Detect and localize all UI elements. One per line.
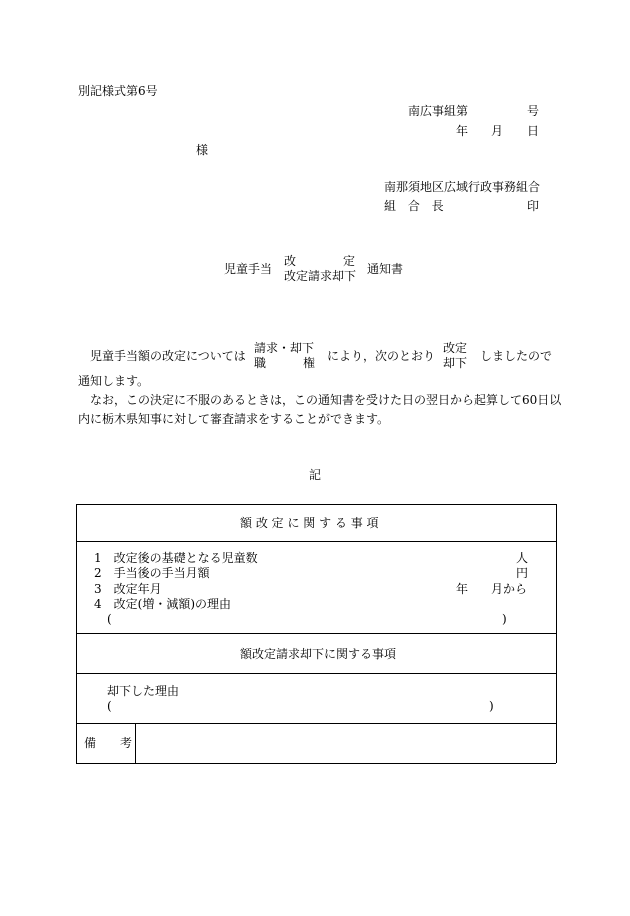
body-p1-end: しましたので <box>480 349 553 363</box>
form-id: 別記様式第6号 <box>78 84 158 98</box>
body-option1-top: 請求・却下 <box>254 341 315 355</box>
issuer-organization: 南那須地区広域行政事務組合 <box>384 180 541 194</box>
body-option2-top: 改定 <box>443 341 468 355</box>
item-revision-reason-label: 4 改定(増・減額)の理由 <box>94 597 231 611</box>
ki-heading: 記 <box>309 468 322 482</box>
reason-paren-close: ) <box>502 612 507 626</box>
title-option-top-left: 改 <box>284 254 297 268</box>
remarks-label: 備 考 <box>84 736 133 750</box>
body-option1-bottom-right: 権 <box>303 356 316 370</box>
addressee-honorific: 様 <box>196 143 209 157</box>
section2-header: 額改定請求却下に関する事項 <box>240 647 397 661</box>
item-monthly-amount-label: 2 手当後の手当月額 <box>94 566 210 580</box>
body-p1-line2: 通知します。 <box>78 374 150 388</box>
title-suffix: 通知書 <box>367 262 404 276</box>
item-child-count-unit: 人 <box>516 551 529 565</box>
body-option2-bottom: 却下 <box>443 356 468 370</box>
issuer-title: 組 合 長 <box>384 199 448 213</box>
reject-reason-label: 却下した理由 <box>107 684 180 698</box>
date-month-label: 月 <box>491 124 504 138</box>
reason-paren-open: ( <box>107 612 112 626</box>
title-option-bottom: 改定請求却下 <box>284 269 357 283</box>
date-year-label: 年 <box>456 124 469 138</box>
reject-paren-open: ( <box>107 699 112 713</box>
body-p2-line1: なお，この決定に不服のあるときは，この通知書を受けた日の翌日から起算して60日以 <box>90 393 562 407</box>
reject-paren-close: ) <box>489 699 494 713</box>
body-p2-line2: 内に栃木県知事に対して審査請求をすることができます。 <box>78 412 390 426</box>
item-revision-date-year: 年 <box>456 582 469 596</box>
body-option1-bottom-left: 職 <box>254 356 267 370</box>
body-p1-start: 児童手当額の改定については <box>90 349 246 363</box>
doc-number-prefix: 南広事組第 <box>408 104 469 118</box>
title-option-top-right: 定 <box>343 254 356 268</box>
section1-header: 額 改 定 に 関 す る 事 項 <box>240 516 379 530</box>
item-monthly-amount-unit: 円 <box>516 566 529 580</box>
title-prefix: 児童手当 <box>224 262 273 276</box>
body-p1-mid: により，次のとおり <box>327 349 436 363</box>
item-revision-date-month: 月から <box>491 582 528 596</box>
item-child-count-label: 1 改定後の基礎となる児童数 <box>94 551 258 565</box>
seal-mark: 印 <box>527 199 540 213</box>
item-revision-date-label: 3 改定年月 <box>94 582 162 596</box>
date-day-label: 日 <box>527 124 540 138</box>
doc-number-suffix: 号 <box>527 104 540 118</box>
